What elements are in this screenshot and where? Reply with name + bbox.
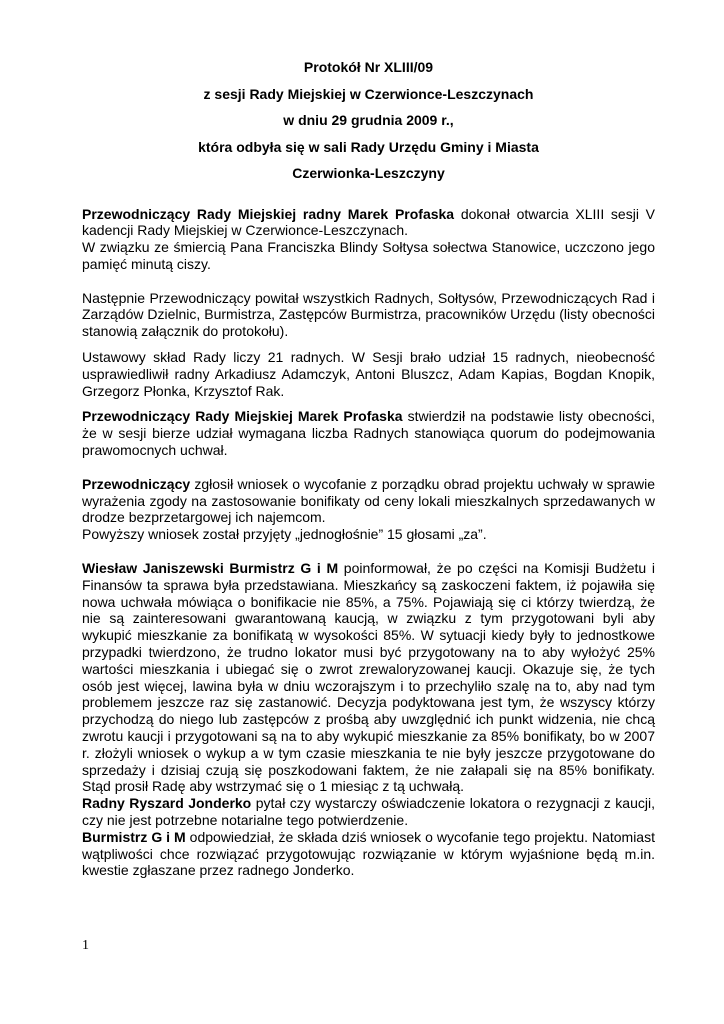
paragraph-attendance: Ustawowy skład Rady liczy 21 radnych. W Sesji brało udział 15 radnych, nieobecność usprawiedliwił radny Arkadiusz Adamczyk, Antoni Bluszcz, Adam Kapias, Bogdan Knopik, Grzegorz Płonka, Krzysztof Rak. bbox=[82, 349, 655, 399]
paragraph-text: poinformował, że po części na Komisji Budżetu i Finansów ta sprawa była przedstawiana. Mieszkańcy są zaskoczeni faktem, iż pojawiła się nowa uchwała mówiąca o bonifikacie nie 85%, a 75%. Pojawiają się ci którzy twierdzą, że nie są zainteresowani gwarantowaną kaucją, w związku z tym przygotowani byli aby wykupić mieszkanie za bonifikatą w wysokości 85%. W sytuacji kiedy były to jednostkowe przypadki twierdzono, że trudno lokator musi być przygotowany na to aby wyłożyć 25% wartości mieszkania i ubiegać się o zwrot zrewaloryzowanej kaucji. Okazuje się, że tych osób jest więcej, lawina była w dniu wczorajszym i to przechyliło szalę na to, aby nad tym problemem jeszcze raz się zastanowić. Decyzja podyktowana jest tym, że wszyscy którzy przychodzą do niego lub zastępców z prośbą aby uwzględnić ich punkt widzenia, nie chcą zwrotu kaucji i przygotowani są na to aby wykupić mieszkanie za 85% bonifikaty, bo w 2007 r. złożyli wniosek o wykup a w tym czasie mieszkania te nie były jeszcze przygotowane do sprzedaży i dzisiaj czują się poszkodowani faktem, że nie załapali się na 85% bonifikaty. Stąd prosił Radę aby wstrzymać się o 1 miesiąc z tą uchwałą. bbox=[82, 560, 655, 795]
document-title bbox=[82, 58, 655, 183]
paragraph-councillor-question bbox=[82, 795, 655, 829]
speaker-label: Wiesław Janiszewski Burmistrz G i M bbox=[82, 560, 339, 577]
speaker-label: Burmistrz G i M bbox=[82, 828, 186, 845]
paragraph-text: pytał czy wystarczy oświadczenie lokatora o rezygnacji z kaucji, czy nie jest potrzebne notarialne tego potwierdzenie. bbox=[82, 795, 655, 828]
paragraph-text: odpowiedział, że składa dziś wniosek o wycofanie tego projektu. Natomiast wątpliwości chce rozwiązać przygotowując rozwiązanie w którym wyjaśnione będą m.in. kwestie zgłaszane przez radnego Jonderko. bbox=[82, 828, 655, 879]
paragraph-text: dokonał otwarcia XLIII sesji V kadencji Rady Miejskiej w Czerwionce-Leszczynach. bbox=[82, 205, 656, 239]
paragraph-mayor-answer bbox=[82, 829, 655, 879]
document-page bbox=[82, 58, 655, 879]
paragraph-text: zgłosił wniosek o wycofanie z porządku obrad projektu uchwały w sprawie wyrażenia zgody na zastosowanie bonifikaty od ceny lokali mieszkalnych sprzedawanych w drodze bezprzetargowej ich najemcom. bbox=[82, 475, 655, 526]
paragraph-greetings: Następnie Przewodniczący powitał wszystkich Radnych, Sołtysów, Przewodniczących Rad i Zarządów Dzielnic, Burmistrza, Zastępców Burmistrza, pracowników Urzędu (listy obecności stanowią załącznik do protokołu). bbox=[82, 289, 655, 340]
paragraph-motion bbox=[82, 476, 655, 526]
paragraph-text: stwierdził na podstawie listy obecności, że w sesji bierze udział wymagana liczba Radnych stanowiąca quorum do podejmowania prawomocnych uchwał. bbox=[82, 408, 655, 459]
paragraph-quorum bbox=[82, 408, 655, 458]
title-session: z sesji Rady Miejskiej w Czerwionce-Leszczynach bbox=[203, 85, 534, 102]
title-venue: która odbyła się w sali Rady Urzędu Gminy i Miasta bbox=[198, 138, 539, 155]
title-municipality: Czerwionka-Leszczyny bbox=[292, 165, 445, 181]
paragraph-minute-of-silence: W związku ze śmiercią Pana Franciszka Blindy Sołtysa sołectwa Stanowice, uczczono jego pamięć minutą ciszy. bbox=[82, 239, 655, 272]
speaker-label: Przewodniczący Rady Miejskiej radny Marek Profaska bbox=[82, 205, 455, 222]
speaker-label: Przewodniczący bbox=[82, 475, 191, 492]
page-number: 1 bbox=[82, 938, 89, 953]
title-protocol-number: Protokół Nr XLIII/09 bbox=[303, 59, 434, 75]
speaker-label: Przewodniczący Rady Miejskiej Marek Profaska bbox=[82, 408, 403, 425]
speaker-label: Radny Ryszard Jonderko bbox=[82, 795, 252, 812]
paragraph-opening bbox=[82, 206, 655, 240]
paragraph-mayor-statement bbox=[82, 560, 655, 795]
title-date: w dniu 29 grudnia 2009 r., bbox=[283, 112, 454, 128]
paragraph-motion-vote: Powyższy wniosek został przyjęty „jednogłośnie” 15 głosami „za”. bbox=[82, 526, 487, 543]
